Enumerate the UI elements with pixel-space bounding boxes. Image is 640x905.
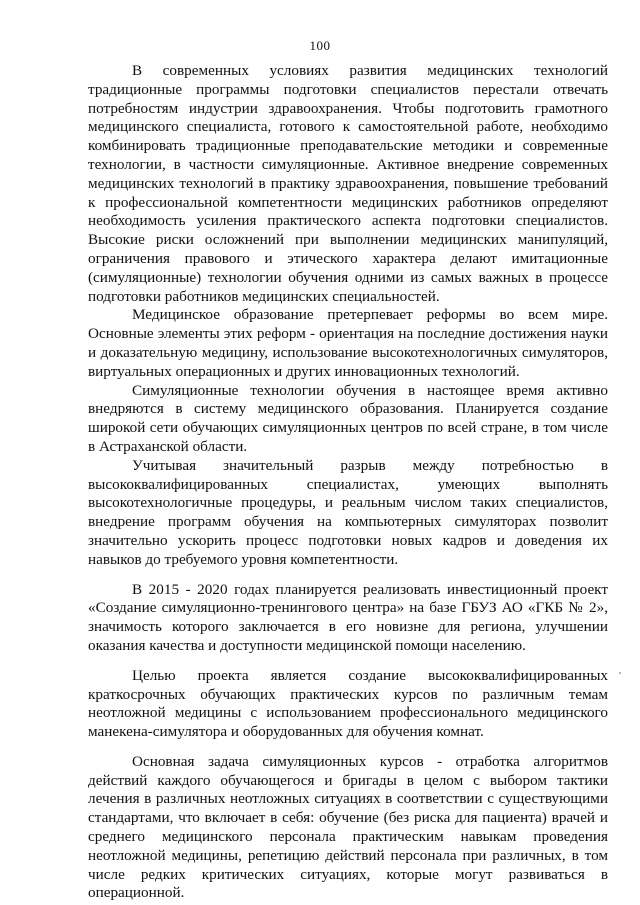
paragraph: Основная задача симуляционных курсов - отработка алгоритмов действий каждого обучающегося и бригады в целом с выбором тактики лечения в различных неотложных ситуациях в соответствии с существующими стандартами, что включает в себя: обучение (без риска для пациента) врачей и среднего медицинского персонала практическим навыкам проведения неотложной медицины, репетицию действий персонала при различных, в том числе редких критических ситуациях, которые могут развиваться в операционной. — [88, 752, 608, 902]
scan-speck — [619, 672, 621, 674]
paragraph: Целью проекта является создание высококвалифицированных краткосрочных обучающих практических курсов по различным темам неотложной медицины с использованием профессионального медицинского манекена-симулятора и оборудованных для обучения комнат. — [88, 666, 608, 741]
paragraph: Учитывая значительный разрыв между потребностью в высококвалифицированных специалистах, умеющих выполнять высокотехнологичные процедуры, и реальным числом таких специалистов, внедрение программ обучения на компьютерных симуляторах позволит значительно ускорить процесс подготовки новых кадров и доведения их навыков до требуемого уровня компетентности. — [88, 456, 608, 568]
page-number: 100 — [309, 38, 331, 53]
page-body — [88, 62, 608, 903]
paragraph: В 2015 - 2020 годах планируется реализовать инвестиционный проект «Создание симуляционно-тренингового центра» на базе ГБУЗ АО «ГКБ № 2», значимость которого заключается в его новизне для региона, улучшении оказания качества и доступности медицинской помощи населению. — [88, 580, 608, 654]
paragraph: Медицинское образование претерпевает реформы во всем мире. Основные элементы этих реформ - ориентация на последние достижения науки и доказательную медицину, использование высокотехнологичных симуляторов, виртуальных операционных и других инновационных технологий. — [88, 306, 608, 380]
paragraph: В современных условиях развития медицинских технологий традиционные программы подготовки специалистов перестали отвечать потребностям индустрии здравоохранения. Чтобы подготовить грамотного медицинского специалиста, готового к самостоятельной работе, необходимо комбинировать традиционные преподавательские методики и современные технологии, в частности симуляционные. Активное внедрение современных медицинских технологий в практику здравоохранения, повышение требований к профессиональной компетентности медицинских работников определяют необходимость усиления практического аспекта подготовки специалистов. Высокие риски осложнений при выполнении медицинских манипуляций, ограничения правового и этического характера делают имитационные (симуляционные) технологии обучения одними из самых важных в процессе подготовки работников медицинских специальностей. — [88, 62, 608, 305]
paragraph: Симуляционные технологии обучения в настоящее время активно внедряются в систему медицинского образования. Планируется создание широкой сети обучающих симуляционных центров по всей стране, в том числе в Астраханской области. — [88, 381, 608, 455]
